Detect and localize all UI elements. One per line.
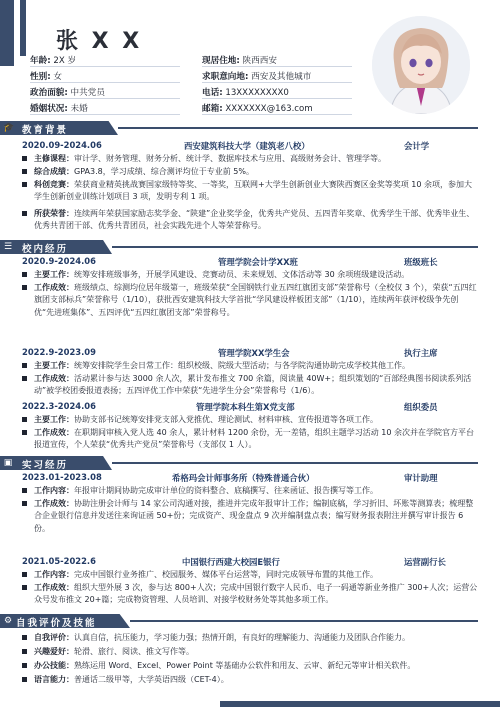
- section-campus: ☰ 校内经历: [0, 240, 500, 254]
- list-item: 科创竞赛：荣获商业精英挑战赛国家级特等奖、一等奖，互联网+大学生创新创业大赛陕西赛区金奖等奖项 10 余项，参加大学生创新创业训练计划项目 3 项，发明专利 1 项。: [22, 179, 478, 205]
- list-item: 自我评价：认真自信，抗压能力，学习能力强；热情开朗，有良好的理解能力、沟通能力及团队合作能力。: [22, 632, 478, 645]
- list-item: 工作内容：年报审计期间协助完成审计单位的资料整合、底稿撰写、往来函证、报告撰写等工作。: [22, 485, 478, 498]
- divider: [202, 66, 352, 67]
- campus-header: 2022.3-2024.06 管理学院本科生第X党支部 组织委员: [22, 401, 438, 412]
- list-item: 办公技能：熟练运用 Word、Excel、Power Point 等基础办公软件和用友、云审、新纪元等审计相关软件。: [22, 660, 478, 673]
- age-info: 年龄: 2X 岁: [30, 56, 77, 66]
- list-item: 主要工作：协助支部书记统筹安排党支部入党推优、理论测试、材料审核、宣传报道等各项工作。: [22, 414, 478, 427]
- email-info[interactable]: 邮箱: XXXXXXX@163.com: [202, 104, 313, 114]
- intention-info: 求职意向地: 西安及其他城市: [202, 72, 312, 82]
- list-item: 工作成效：协助注册会计师与 14 家公司沟通对接，推进并完成年报审计工作；编制底稿，学习折旧、坏账等测算表；梳理整合企业银行信息并发送往来询证函 50+份；完成资产、现金盘点 9 次并编制盘点表；编写财务报表附注并撰写审计报告 6 份。: [22, 498, 478, 548]
- decor-bar-left-thin: [20, 0, 26, 56]
- list-item: 主修课程：审计学、财务管理、财务分析、统计学、数据库技术与应用、高级财务会计、管理学等。: [22, 153, 478, 166]
- campus-header: 2020.9-2024.06 管理学院会计学XX班 班级班长: [22, 256, 438, 267]
- divider: [30, 98, 180, 99]
- divider: [30, 82, 180, 83]
- list-item: 所获荣誉：连续两年荣获国家励志奖学金、“陕建”企业奖学金，优秀共产党员、五四青年奖章、优秀学生干部、优秀毕业生、优秀共青团干部、优秀共青团员，社会实践先进个人等荣誉称号。: [22, 208, 478, 234]
- divider: [202, 82, 352, 83]
- residence-info: 现居住地: 陕西西安: [202, 56, 277, 66]
- list-item: 综合成绩：GPA3.8，学习成绩、综合测评均位于专业前 5%。: [22, 166, 478, 179]
- list-item: 工作内容：完成中国银行业务推广、校园服务、媒体平台运营等，同时完成领导布置的其他工作。: [22, 569, 478, 582]
- divider: [202, 114, 352, 115]
- education-header: 2020.09-2024.06 西安建筑科技大学（建筑老八校） 会计学: [22, 140, 430, 151]
- list-item: 工作成效：在职期间审核入党人选 40 余人，累计材料 1200 余份，无一差错，组织主题学习活动 10 余次并在学院官方平台报道宣传，个人荣获“优秀共产党员”荣誉称号（支部仅 1 人）。: [22, 427, 478, 453]
- gear-icon: ⚙: [3, 616, 13, 626]
- politics-info: 政治面貌: 中共党员: [30, 88, 105, 98]
- list-item: 主要工作：统筹安排院学生会日常工作：组织校级、院级大型活动；与各学院沟通协助完成学校其他工作。: [22, 360, 478, 373]
- candidate-name: 张 X X: [56, 29, 143, 54]
- section-internship: ▣ 实习经历: [0, 456, 500, 470]
- list-item: 语言能力：普通话二级甲等，大学英语四级（CET-4）。: [22, 674, 478, 687]
- campus-header: 2022.9-2023.09 管理学院XX学生会 执行主席: [22, 347, 438, 358]
- list-item: 主要工作：统筹安排班级事务，开展学风建设、竞赛动员、未来规划、文体活动等 30 余项班级建设活动。: [22, 269, 478, 282]
- divider: [202, 98, 352, 99]
- section-self: ⚙ 自我评价及技能: [0, 614, 500, 628]
- divider: [30, 66, 180, 67]
- graduation-cap-icon: 🎓: [3, 123, 15, 133]
- decor-bar-bottom: [220, 701, 500, 707]
- internship-header: 2021.05-2022.6 中国银行西建大校园E银行 运营副行长: [22, 556, 446, 567]
- list-item: 工作成效：组织大型外展 3 次，参与达 800+人次；完成中国银行数字人民币、电子一码通等新业务推广 300+人次；运营公众号发布推文 20+篇；完成物资管理、人员培训、对接学校财务处等其他多项工作。: [22, 582, 478, 608]
- internship-header: 2023.01-2023.08 希格玛会计师事务所（特殊普通合伙） 审计助理: [22, 472, 438, 483]
- divider: [30, 114, 180, 115]
- list-icon: ☰: [3, 242, 13, 252]
- list-item: 兴趣爱好：轮滑、旅行、阅读、推文写作等。: [22, 646, 478, 659]
- list-item: 工作成效：班级绩点、综测均位居年级第一，班级荣获“全国钢铁行业五四红旗团支部”荣誉称号（全校仅 3 个），荣获“五四红旗团支部标兵”荣誉称号（1/10），获批西安建筑科技大学首批“学风建设样板团支部”（1/10），连续两年获评校级争先创优“先进班集体”、五四评优“五四红旗团支部”荣誉称号。: [22, 282, 478, 344]
- decor-bar-left: [0, 0, 14, 66]
- avatar: [372, 16, 470, 114]
- briefcase-icon: ▣: [3, 458, 13, 468]
- list-item: 工作成效：活动累计参与达 3000 余人次，累计发布推文 700 余篇，阅读量 40W+；组织策划的“百部经典图书阅读系列活动”被学校团委报道表扬；五四评优工作中荣获“先进学生分会”荣誉称号（1/6）。: [22, 373, 478, 399]
- phone-info: 电话: 13XXXXXXXX0: [202, 88, 289, 98]
- section-education: 🎓 教育背景: [0, 121, 500, 135]
- marital-info: 婚姻状况: 未婚: [30, 104, 88, 114]
- gender-info: 性别: 女: [30, 72, 62, 82]
